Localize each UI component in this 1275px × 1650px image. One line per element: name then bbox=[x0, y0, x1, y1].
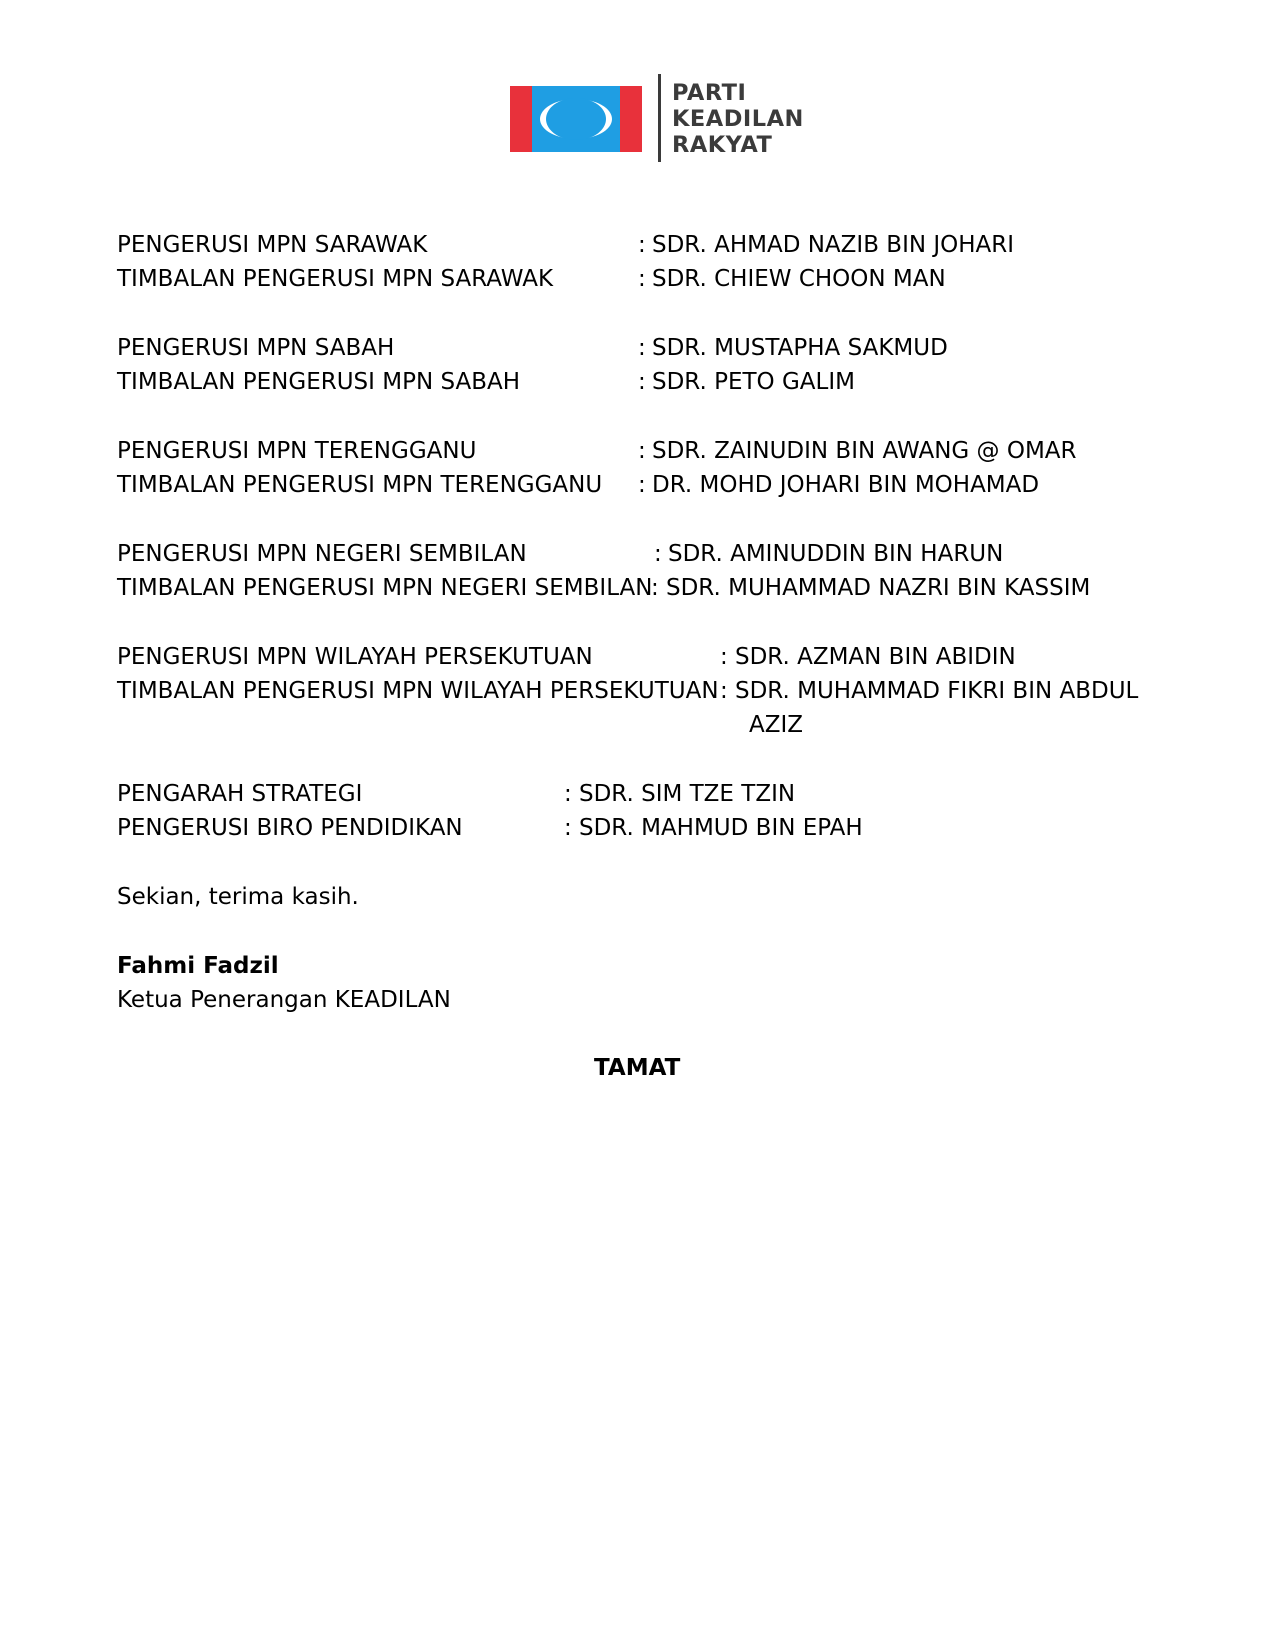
role-label: PENGERUSI MPN NEGERI SEMBILAN bbox=[117, 541, 527, 567]
appointee-name: SDR. ZAINUDIN BIN AWANG @ OMAR bbox=[652, 438, 1077, 464]
role-label: PENGERUSI BIRO PENDIDIKAN bbox=[117, 815, 463, 841]
logo-line-2: KEADILAN bbox=[672, 106, 804, 132]
logo-line-3: RAKYAT bbox=[672, 132, 773, 158]
appointee-name: DR. MOHD JOHARI BIN MOHAMAD bbox=[652, 472, 1040, 498]
party-emblem-icon bbox=[510, 86, 642, 152]
closing-text: Sekian, terima kasih. bbox=[117, 884, 359, 910]
separator: : bbox=[651, 575, 659, 601]
role-label: TIMBALAN PENGERUSI MPN SABAH bbox=[117, 369, 521, 395]
appointee-name: SDR. AHMAD NAZIB BIN JOHARI bbox=[652, 232, 1015, 258]
appointee-name: SDR. MUHAMMAD FIKRI BIN ABDUL bbox=[735, 678, 1139, 704]
appointee-name: SDR. PETO GALIM bbox=[652, 369, 855, 395]
logo-divider bbox=[658, 74, 661, 162]
separator: : bbox=[564, 781, 572, 807]
logo-wordmark bbox=[672, 80, 804, 158]
appointee-name: SDR. SIM TZE TZIN bbox=[579, 781, 796, 807]
separator: : bbox=[638, 335, 646, 361]
role-label: TIMBALAN PENGERUSI MPN SARAWAK bbox=[117, 266, 554, 292]
separator: : bbox=[638, 369, 646, 395]
appointee-name: SDR. AZMAN BIN ABIDIN bbox=[735, 644, 1016, 670]
separator: : bbox=[564, 815, 572, 841]
signatory-title: Ketua Penerangan KEADILAN bbox=[117, 987, 451, 1013]
role-label: PENGARAH STRATEGI bbox=[117, 781, 363, 807]
appointee-name: SDR. MUHAMMAD NAZRI BIN KASSIM bbox=[666, 575, 1091, 601]
separator: : bbox=[638, 266, 646, 292]
role-label: PENGERUSI MPN SABAH bbox=[117, 335, 395, 361]
appointee-name: SDR. AMINUDDIN BIN HARUN bbox=[668, 541, 1004, 567]
separator: : bbox=[638, 438, 646, 464]
separator: : bbox=[720, 678, 728, 704]
appointee-name-continued: AZIZ bbox=[749, 712, 804, 738]
separator: : bbox=[720, 644, 728, 670]
appointee-name: SDR. MAHMUD BIN EPAH bbox=[579, 815, 863, 841]
appointee-name: SDR. CHIEW CHOON MAN bbox=[652, 266, 946, 292]
logo-line-1: PARTI bbox=[672, 80, 747, 106]
separator: : bbox=[654, 541, 662, 567]
role-label: TIMBALAN PENGERUSI MPN NEGERI SEMBILAN bbox=[117, 575, 653, 601]
party-logo bbox=[510, 72, 830, 164]
role-label: PENGERUSI MPN TERENGGANU bbox=[117, 438, 477, 464]
signatory-name: Fahmi Fadzil bbox=[117, 953, 279, 979]
role-label: PENGERUSI MPN SARAWAK bbox=[117, 232, 428, 258]
role-label: PENGERUSI MPN WILAYAH PERSEKUTUAN bbox=[117, 644, 593, 670]
appointee-name: SDR. MUSTAPHA SAKMUD bbox=[652, 335, 948, 361]
role-label: TIMBALAN PENGERUSI MPN TERENGGANU bbox=[117, 472, 603, 498]
separator: : bbox=[638, 232, 646, 258]
separator: : bbox=[638, 472, 646, 498]
role-label: TIMBALAN PENGERUSI MPN WILAYAH PERSEKUTUAN bbox=[117, 678, 719, 704]
end-marker: TAMAT bbox=[594, 1055, 681, 1081]
